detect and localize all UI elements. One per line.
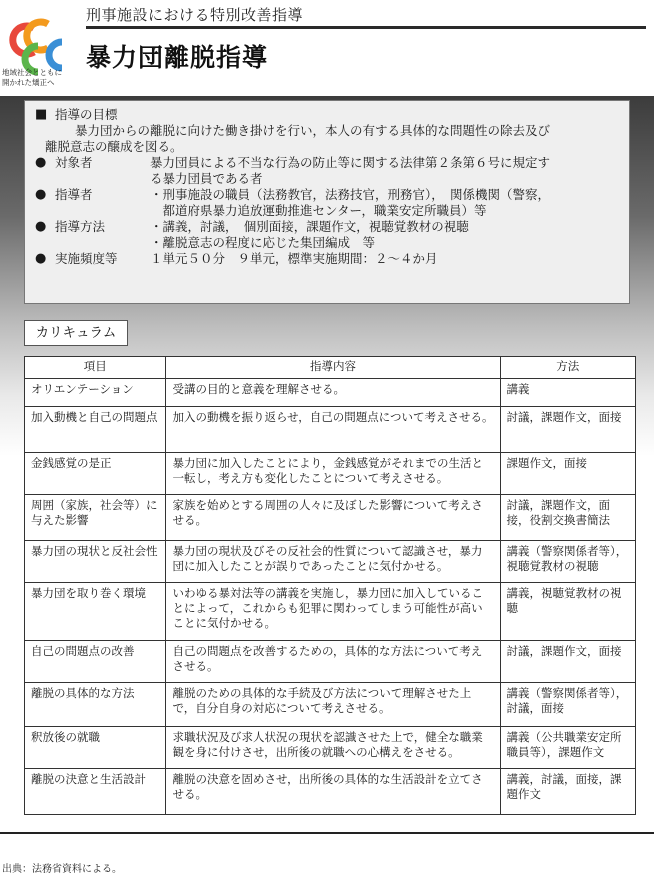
table-row <box>25 495 636 541</box>
circle-bullet-icon: ● <box>35 251 47 266</box>
cell-content: 離脱の決意を固めさせ，出所後の具体的な生活設計を立てさせる。 <box>166 769 500 815</box>
cell-item: 離脱の決意と生活設計 <box>25 769 166 815</box>
square-bullet-icon: ■ <box>35 107 48 122</box>
table-row <box>25 407 636 453</box>
cell-item: 加入動機と自己の問題点 <box>25 407 166 453</box>
info-desc-line: ・離脱意志の程度に応じた集団編成 等 <box>150 235 376 250</box>
info-desc-line: 都道府県暴力追放運動推進センター，職業安定所職員）等 <box>150 203 487 218</box>
cell-method: 討議，課題作文，面接 <box>500 407 635 453</box>
cell-content: 家族を始めとする周囲の人々に及ぼした影響について考えさせる。 <box>166 495 500 541</box>
circle-bullet-icon: ● <box>35 187 47 202</box>
info-desc-line: ・講義，討議， 個別面接，課題作文，視聴覚教材の視聴 <box>150 219 469 234</box>
info-term: 指導方法 <box>55 219 106 234</box>
info-item-method <box>35 219 619 251</box>
page-subtitle: 刑事施設における特別改善指導 <box>86 6 304 24</box>
cell-content: 自己の問題点を改善するための，具体的な方法について考えさせる。 <box>166 641 500 683</box>
table-row <box>25 583 636 641</box>
cell-item: 暴力団を取り巻く環境 <box>25 583 166 641</box>
cell-method: 講義（公共職業安定所職員等），課題作文 <box>500 727 635 769</box>
table-row <box>25 453 636 495</box>
cell-item: 金銭感覚の是正 <box>25 453 166 495</box>
cell-content: 離脱のための具体的な手続及び方法について理解させた上で，自分自身の対応について考えさせる。 <box>166 683 500 727</box>
cell-method: 講義 <box>500 379 635 407</box>
cell-method: 講義，視聴覚教材の視聴 <box>500 583 635 641</box>
table-row <box>25 541 636 583</box>
cell-content: 暴力団に加入したことにより，金銭感覚がそれまでの生活と一転し，考え方も変化したことについて考えさせる。 <box>166 453 500 495</box>
curriculum-label: カリキュラム <box>24 320 128 346</box>
table-row <box>25 683 636 727</box>
cell-content: 暴力団の現状及びその反社会的性質について認識させ，暴力団に加入したことが誤りであったことに気付かせる。 <box>166 541 500 583</box>
info-desc <box>150 187 619 219</box>
goal-row <box>35 107 619 123</box>
info-term: 対象者 <box>55 155 93 170</box>
cell-content: 求職状況及び求人状況の現状を認識させた上で，健全な職業観を身に付けさせ，出所後の就職への心構えをさせる。 <box>166 727 500 769</box>
bottom-divider <box>0 832 654 834</box>
table-row <box>25 769 636 815</box>
info-term: 実施頻度等 <box>55 251 118 266</box>
cell-content: いわゆる暴対法等の講義を実施し，暴力団に加入していることによって，これからも犯罪に関わってしまう可能性が高いことに気付かせる。 <box>166 583 500 641</box>
logo-arc-blue <box>49 42 62 68</box>
info-box <box>24 100 630 304</box>
info-item-target <box>35 155 619 187</box>
cell-method: 討議，課題作文，面接，役割交換書簡法 <box>500 495 635 541</box>
curriculum-table <box>24 356 636 815</box>
cell-method: 課題作文，面接 <box>500 453 635 495</box>
info-term: 指導者 <box>55 187 93 202</box>
info-desc-line: １単元５０分 ９単元，標準実施期間：２～４か月 <box>150 251 438 266</box>
cell-item: 釈放後の就職 <box>25 727 166 769</box>
cell-method: 講義（警察関係者等），視聴覚教材の視聴 <box>500 541 635 583</box>
cell-method: 講義，討議，面接，課題作文 <box>500 769 635 815</box>
table-row <box>25 379 636 407</box>
column-header-content: 指導内容 <box>166 357 500 379</box>
circle-bullet-icon: ● <box>35 219 47 234</box>
goal-heading: 指導の目標 <box>55 107 118 122</box>
info-item-frequency <box>35 251 619 267</box>
cell-item: 自己の問題点の改善 <box>25 641 166 683</box>
info-desc-line: る暴力団員である者 <box>150 171 263 186</box>
cell-content: 受講の目的と意義を理解させる。 <box>166 379 500 407</box>
column-header-item: 項目 <box>25 357 166 379</box>
circle-bullet-icon: ● <box>35 155 47 170</box>
table-row <box>25 727 636 769</box>
info-item-instructor <box>35 187 619 219</box>
cell-item: 離脱の具体的な方法 <box>25 683 166 727</box>
info-desc-line: 暴力団員による不当な行為の防止等に関する法律第２条第６号に規定す <box>150 155 551 170</box>
cell-item: オリエンテーション <box>25 379 166 407</box>
cell-item: 暴力団の現状と反社会性 <box>25 541 166 583</box>
info-desc <box>150 251 619 267</box>
goal-text-line2: 離脱意志の醸成を図る。 <box>45 139 183 154</box>
goal-text-line1: 暴力団からの離脱に向けた働き掛けを行い，本人の有する具体的な問題性の除去及び <box>75 123 551 138</box>
goal-text <box>35 123 619 155</box>
logo-caption: 地域社会とともに 開かれた矯正へ <box>2 68 62 87</box>
cell-content: 加入の動機を振り返らせ，自己の問題点について考えさせる。 <box>166 407 500 453</box>
cell-method: 討議，課題作文，面接 <box>500 641 635 683</box>
info-desc-line: ・刑事施設の職員（法務教官，法務技官，刑務官）， 関係機関（警察， <box>150 187 551 202</box>
header-divider <box>86 26 646 29</box>
cell-item: 周囲（家族，社会等）に与えた影響 <box>25 495 166 541</box>
info-desc <box>150 155 619 187</box>
source-note: 出典：法務省資料による。 <box>2 864 122 875</box>
page-title: 暴力団離脱指導 <box>86 43 269 72</box>
column-header-method: 方法 <box>500 357 635 379</box>
table-header-row <box>25 357 636 379</box>
table-row <box>25 641 636 683</box>
cell-method: 講義（警察関係者等），討議，面接 <box>500 683 635 727</box>
info-desc <box>150 219 619 251</box>
